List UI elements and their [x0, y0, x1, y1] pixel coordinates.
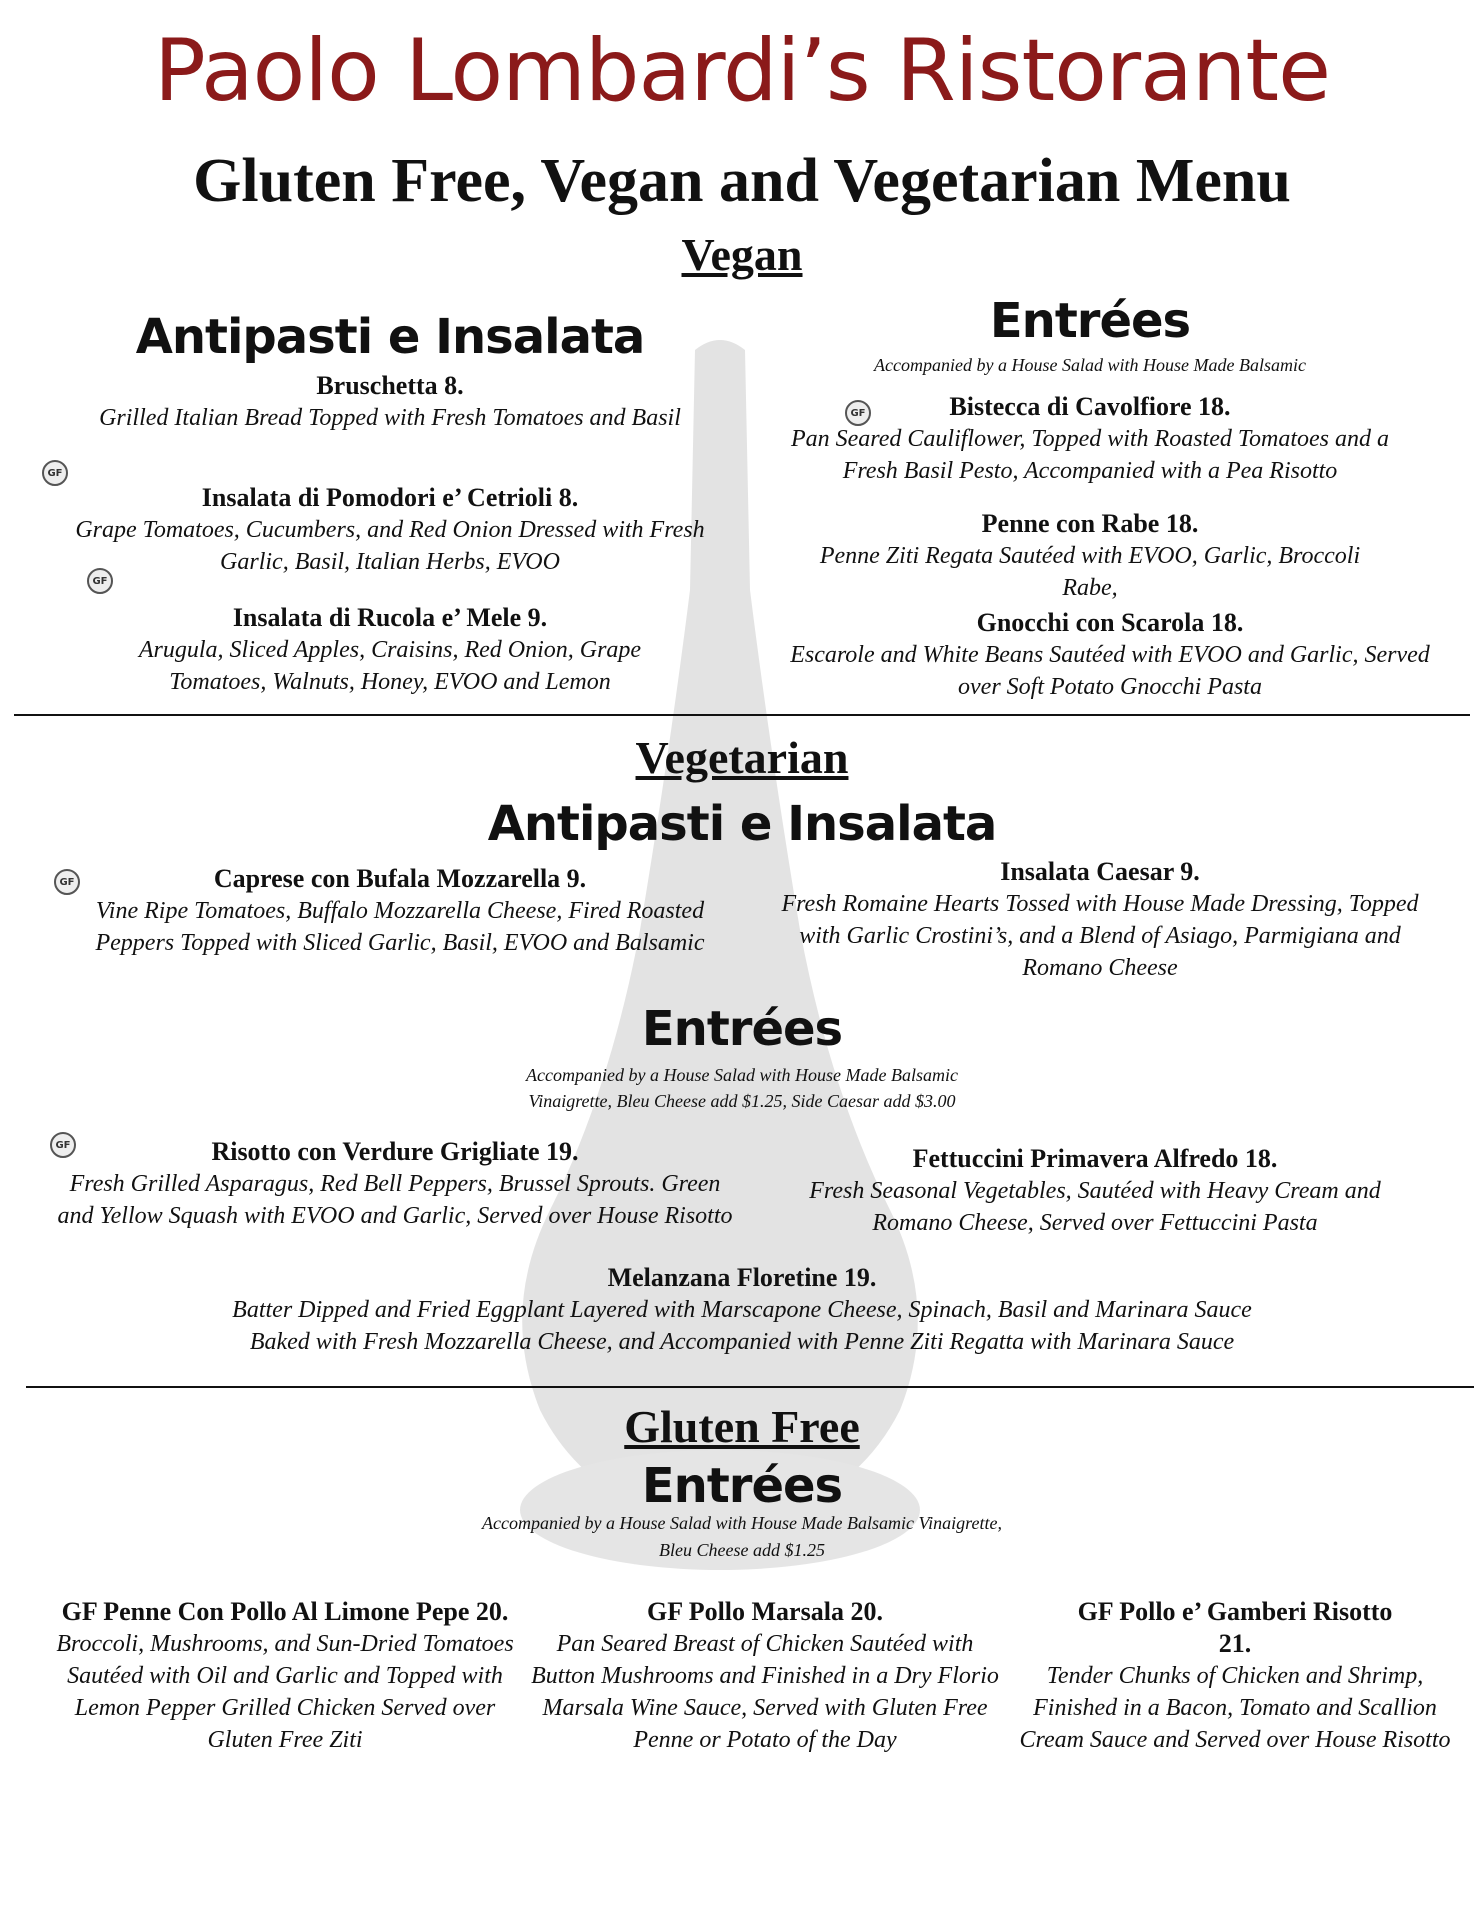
item-name: Bruschetta 8. — [316, 371, 464, 400]
item-name: Penne con Rabe 18. — [981, 509, 1199, 538]
vegan-antipasti-heading: Antipasti e Insalata — [135, 309, 645, 365]
menu-item — [530, 1596, 1000, 1756]
item-name: Risotto con Verdure Grigliate 19. — [211, 1137, 579, 1166]
menu-item — [90, 602, 690, 698]
menu-item — [780, 856, 1420, 984]
vegetarian-entrees-note-line2: Vinaigrette, Bleu Cheese add $1.25, Side Caesar add $3.00 — [528, 1091, 956, 1111]
menu-item — [790, 508, 1390, 604]
vegan-entrees-heading: Entrées — [989, 293, 1191, 349]
item-description: Tender Chunks of Chicken and Shrimp, Finished in a Bacon, Tomato and Scallion Cream Sauce and Served over House Risotto — [1019, 1663, 1451, 1753]
restaurant-name: Paolo Lombardi’s Ristorante — [153, 21, 1331, 121]
gluten-free-entrees-note-line2: Bleu Cheese add $1.25 — [659, 1540, 825, 1560]
item-name: Melanzana Floretine 19. — [607, 1263, 877, 1292]
vegan-section-title: Vegan — [681, 229, 803, 280]
gluten-free-entrees-heading: Entrées — [641, 1458, 843, 1514]
item-description: Escarole and White Beans Sautéed with EVOO and Garlic, Served over Soft Potato Gnocchi Pasta — [790, 642, 1430, 700]
gf-badge-icon: GF — [845, 400, 871, 426]
item-description: Pan Seared Breast of Chicken Sautéed with Button Mushrooms and Finished in a Dry Florio Marsala Wine Sauce, Served with Gluten Free Penne or Potato of the Day — [531, 1631, 999, 1753]
item-name: GF Penne Con Pollo Al Limone Pepe 20. — [61, 1597, 509, 1626]
item-description: Fresh Romaine Hearts Tossed with House Made Dressing, Topped with Garlic Crostini’s, and a Blend of Asiago, Parmigiana and Romano Cheese — [781, 891, 1419, 981]
item-name: GF Pollo Marsala 20. — [647, 1597, 883, 1626]
gf-badge-icon: GF — [42, 460, 68, 486]
item-name: Gnocchi con Scarola 18. — [976, 608, 1244, 637]
gluten-free-section-title: Gluten Free — [624, 1401, 860, 1452]
section-divider — [14, 714, 1470, 716]
item-name: Insalata di Pomodori e’ Cetrioli 8. — [201, 483, 579, 512]
menu-item — [55, 1136, 735, 1232]
menu-item — [1005, 1596, 1465, 1756]
gf-badge-icon: GF — [54, 869, 80, 895]
item-description: Arugula, Sliced Apples, Craisins, Red Onion, Grape Tomatoes, Walnuts, Honey, EVOO and Lemon — [138, 637, 642, 695]
item-name: GF Pollo e’ Gamberi Risotto 21. — [1077, 1597, 1393, 1658]
section-divider — [26, 1386, 1474, 1388]
menu-title: Gluten Free, Vegan and Vegetarian Menu — [193, 147, 1291, 215]
menu-item — [770, 391, 1410, 487]
item-description-line1: Batter Dipped and Fried Eggplant Layered with Marscapone Cheese, Spinach, Basil and Marinara Sauce — [232, 1297, 1252, 1323]
menu-item — [0, 1262, 1484, 1358]
item-name: Insalata di Rucola e’ Mele 9. — [232, 603, 548, 632]
item-description: Grilled Italian Bread Topped with Fresh Tomatoes and Basil — [99, 405, 681, 431]
vegetarian-section-title: Vegetarian — [635, 732, 849, 783]
item-description: Penne Ziti Regata Sautéed with EVOO, Garlic, Broccoli Rabe, — [819, 543, 1361, 601]
vegetarian-antipasti-heading: Antipasti e Insalata — [487, 796, 997, 852]
gf-badge-icon: GF — [50, 1132, 76, 1158]
menu-item — [90, 370, 690, 434]
item-name: Caprese con Bufala Mozzarella 9. — [213, 864, 587, 893]
vegetarian-entrees-heading: Entrées — [641, 1001, 843, 1057]
vegan-entrees-note: Accompanied by a House Salad with House Made Balsamic — [874, 355, 1306, 375]
gf-badge-icon: GF — [87, 568, 113, 594]
item-name: Fettuccini Primavera Alfredo 18. — [912, 1144, 1278, 1173]
menu-item — [60, 863, 740, 959]
item-description: Vine Ripe Tomatoes, Buffalo Mozzarella Cheese, Fired Roasted Peppers Topped with Sliced Garlic, Basil, EVOO and Balsamic — [95, 898, 705, 956]
vegetarian-entrees-note-line1: Accompanied by a House Salad with House Made Balsamic — [526, 1065, 958, 1085]
menu-item — [70, 482, 710, 578]
item-name: Insalata Caesar 9. — [1000, 857, 1200, 886]
menu-item — [770, 1143, 1420, 1239]
item-description: Broccoli, Mushrooms, and Sun-Dried Tomatoes Sautéed with Oil and Garlic and Topped with Lemon Pepper Grilled Chicken Served over Gluten Free Ziti — [56, 1631, 514, 1753]
item-description: Grape Tomatoes, Cucumbers, and Red Onion Dressed with Fresh Garlic, Basil, Italian Herbs, EVOO — [75, 517, 705, 575]
item-description: Pan Seared Cauliflower, Topped with Roasted Tomatoes and a Fresh Basil Pesto, Accompanied with a Pea Risotto — [790, 426, 1390, 484]
item-description-line2: Baked with Fresh Mozzarella Cheese, and Accompanied with Penne Ziti Regatta with Marinara Sauce — [249, 1329, 1235, 1355]
item-description: Fresh Grilled Asparagus, Red Bell Peppers, Brussel Sprouts. Green and Yellow Squash with EVOO and Garlic, Served over House Risotto — [57, 1171, 733, 1229]
menu-item — [780, 607, 1440, 703]
menu-item — [40, 1596, 530, 1756]
item-name: Bistecca di Cavolfiore 18. — [949, 392, 1231, 421]
gluten-free-entrees-note-line1: Accompanied by a House Salad with House Made Balsamic Vinaigrette, — [482, 1513, 1002, 1533]
item-description: Fresh Seasonal Vegetables, Sautéed with Heavy Cream and Romano Cheese, Served over Fettuccini Pasta — [809, 1178, 1381, 1236]
